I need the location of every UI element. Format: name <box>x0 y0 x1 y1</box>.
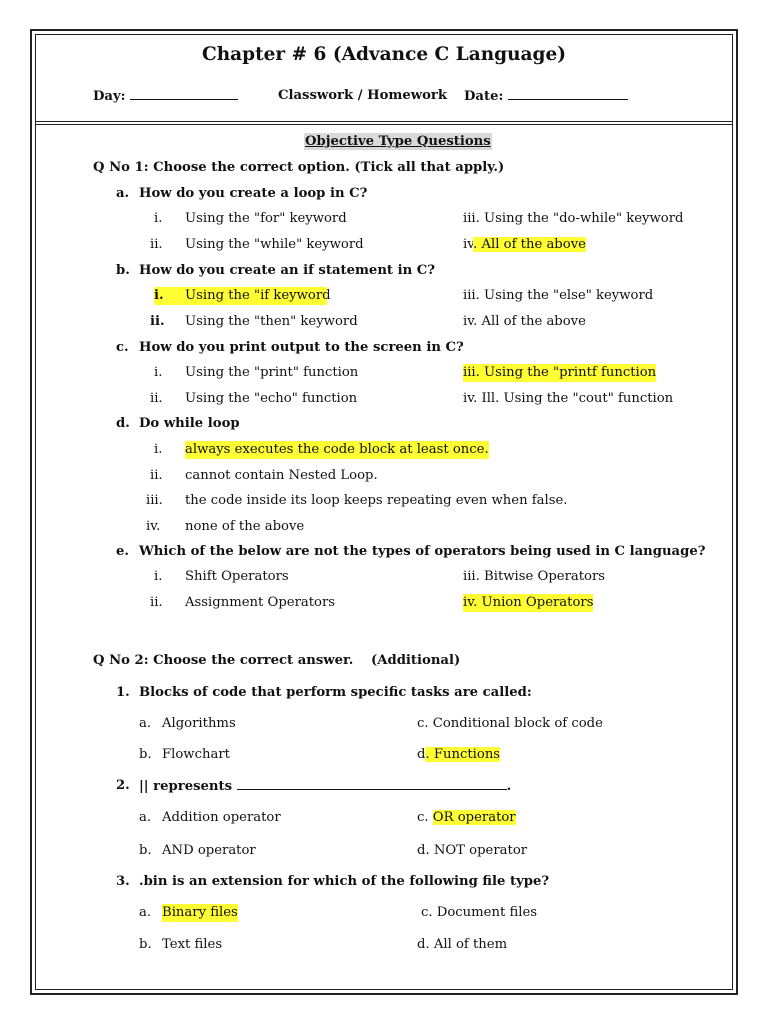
q1-d-option-4: none of the above <box>185 519 305 534</box>
q1-e-question: Which of the below are not the types of operators being used in C language? <box>139 544 706 559</box>
q2-1-marker: 1. <box>116 685 130 700</box>
q1-a-o2-marker: ii. <box>150 237 163 252</box>
q1-d-marker: d. <box>116 416 130 431</box>
q1-d-o2-marker: ii. <box>150 468 163 483</box>
q1-d-o1-marker: i. <box>154 442 163 457</box>
q1-b-option-2: Using the "then" keyword <box>185 314 358 329</box>
q1-c-option-3: iii. Using the "printf function <box>463 365 657 380</box>
q2-2-option-b: AND operator <box>162 843 256 858</box>
section-title: Objective Type Questions <box>305 134 491 149</box>
header-separator-2 <box>35 124 733 125</box>
q1-e-option-4: iv. Union Operators <box>463 595 594 610</box>
answer-highlight: OR operator <box>432 810 516 825</box>
q1-e-o1-marker: i. <box>154 569 163 584</box>
q2-3-option-c: c. Document files <box>421 905 538 920</box>
q2-3-question: .bin is an extension for which of the following file type? <box>139 874 550 889</box>
q2-3-option-b: Text files <box>162 937 223 952</box>
answer-highlight: . Functions <box>425 747 501 762</box>
q2-3-o2-marker: b. <box>139 937 152 952</box>
q2-3-marker: 3. <box>116 874 130 889</box>
q1-e-option-2: Assignment Operators <box>185 595 336 610</box>
q1-d-option-3: the code inside its loop keeps repeating even when false. <box>185 493 568 508</box>
q2-2-o2-marker: b. <box>139 843 152 858</box>
answer-blank <box>237 777 507 790</box>
q1-e-o2-marker: ii. <box>150 595 163 610</box>
q1-d-option-1: always executes the code block at least once. <box>185 442 489 457</box>
q1-b-option-4: iv. All of the above <box>463 314 586 329</box>
q1-b-option-1-highlight: i. Using the "if keyword <box>154 288 331 303</box>
q1-b-question: How do you create an if statement in C? <box>139 263 435 278</box>
q2-additional-label: (Additional) <box>371 653 461 668</box>
q1-e-marker: e. <box>116 544 129 559</box>
q1-a-question: How do you create a loop in C? <box>139 186 368 201</box>
q1-c-option-4: iv. Ill. Using the "cout" function <box>463 391 674 406</box>
q1-a-option-2: Using the "while" keyword <box>185 237 364 252</box>
q2-1-option-b: Flowchart <box>162 747 230 762</box>
q1-d-o4-marker: iv. <box>146 519 161 534</box>
q2-1-o1-marker: a. <box>139 716 152 731</box>
page-title: Chapter # 6 (Advance C Language) <box>201 44 566 65</box>
q1-heading: Q No 1: Choose the correct option. (Tick all that apply.) <box>93 160 505 175</box>
q2-3-o1-marker: a. <box>139 905 152 920</box>
q2-2-option-c: c. OR operator <box>417 810 516 825</box>
q2-1-option-c: c. Conditional block of code <box>417 716 603 731</box>
day-blank <box>130 87 238 100</box>
q2-3-option-a: Binary files <box>162 905 238 920</box>
q1-c-question: How do you print output to the screen in C? <box>139 340 464 355</box>
q2-1-option-d: d. Functions <box>417 747 501 762</box>
date-blank <box>508 87 628 100</box>
date-label: Date: <box>464 87 628 106</box>
q2-3-option-d: d. All of them <box>417 937 508 952</box>
day-label: Day: <box>93 87 238 106</box>
q2-1-question: Blocks of code that perform specific tasks are called: <box>139 685 532 700</box>
q1-b-option-3: iii. Using the "else" keyword <box>463 288 654 303</box>
answer-highlight: . All of the above <box>473 237 586 252</box>
q2-heading: Q No 2: Choose the correct answer. <box>93 653 354 668</box>
q1-a-marker: a. <box>116 186 130 201</box>
q1-e-option-3: iii. Bitwise Operators <box>463 569 606 584</box>
q1-a-option-4: iv. All of the above <box>463 237 586 252</box>
q1-d-option-2: cannot contain Nested Loop. <box>185 468 378 483</box>
classwork-homework-label: Classwork / Homework <box>278 88 447 103</box>
q2-1-option-a: Algorithms <box>162 716 236 731</box>
q1-c-o2-marker: ii. <box>150 391 163 406</box>
q2-2-option-d: d. NOT operator <box>417 843 528 858</box>
q1-c-o1-marker: i. <box>154 365 163 380</box>
header-separator-1 <box>35 121 733 122</box>
q1-b-o2-marker: ii. <box>150 314 165 329</box>
q1-d-question: Do while loop <box>139 416 240 431</box>
q1-c-option-2: Using the "echo" function <box>185 391 358 406</box>
q1-c-option-1: Using the "print" function <box>185 365 359 380</box>
q1-a-o1-marker: i. <box>154 211 163 226</box>
q1-a-option-1: Using the "for" keyword <box>185 211 347 226</box>
q2-2-o1-marker: a. <box>139 810 152 825</box>
q1-e-option-1: Shift Operators <box>185 569 289 584</box>
q1-b-marker: b. <box>116 263 130 278</box>
q2-2-question: || represents . <box>139 779 512 794</box>
q2-2-marker: 2. <box>116 778 130 793</box>
q1-d-o3-marker: iii. <box>146 493 163 508</box>
q2-2-option-a: Addition operator <box>162 810 281 825</box>
q2-1-o2-marker: b. <box>139 747 152 762</box>
q1-a-option-3: iii. Using the "do-while" keyword <box>463 211 684 226</box>
q1-c-marker: c. <box>116 340 129 355</box>
